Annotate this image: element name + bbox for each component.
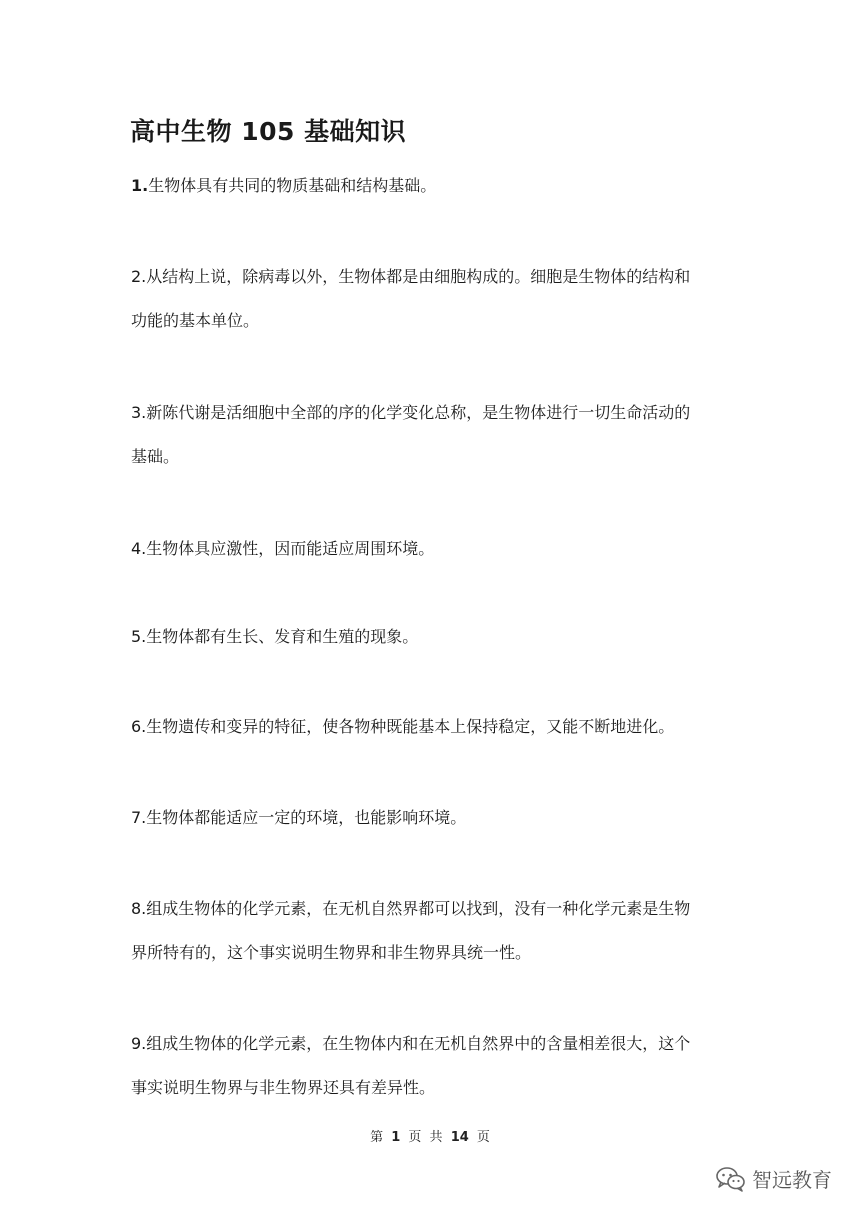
page-footer xyxy=(0,1126,860,1145)
item-text: 组成生物体的化学元素，在无机自然界都可以找到，没有一种化学元素是生物 xyxy=(146,899,691,918)
item-number: 7. xyxy=(131,808,147,827)
item-text: 生物体都能适应一定的环境，也能影响环境。 xyxy=(146,808,467,827)
footer-suffix: 页 xyxy=(476,1130,490,1145)
item-text-continued: 界所特有的，这个事实说明生物界和非生物界具统一性。 xyxy=(131,943,532,962)
item-number: 1. xyxy=(131,176,149,195)
item-number: 5. xyxy=(131,627,147,646)
list-item xyxy=(131,705,741,749)
item-text: 生物体具有共同的物质基础和结构基础。 xyxy=(148,176,437,195)
wechat-icon xyxy=(716,1166,746,1192)
watermark xyxy=(716,1164,832,1193)
item-text-continued: 事实说明生物界与非生物界还具有差异性。 xyxy=(131,1078,436,1097)
item-text: 生物体都有生长、发育和生殖的现象。 xyxy=(146,627,419,646)
item-text: 组成生物体的化学元素，在生物体内和在无机自然界中的含量相差很大，这个 xyxy=(146,1034,691,1053)
list-item xyxy=(131,615,741,659)
item-text: 生物体具应激性，因而能适应周围环境。 xyxy=(146,539,435,558)
item-number: 2. xyxy=(131,267,147,286)
item-text: 从结构上说，除病毒以外，生物体都是由细胞构成的。细胞是生物体的结构和 xyxy=(146,267,691,286)
item-number: 3. xyxy=(131,403,147,422)
footer-current-page: 1 xyxy=(391,1130,401,1145)
item-number: 4. xyxy=(131,539,147,558)
footer-total-pages: 14 xyxy=(450,1130,469,1145)
item-number: 8. xyxy=(131,899,147,918)
item-number: 9. xyxy=(131,1034,147,1053)
list-item xyxy=(131,164,741,208)
item-number: 6. xyxy=(131,717,147,736)
item-text: 新陈代谢是活细胞中全部的序的化学变化总称，是生物体进行一切生命活动的 xyxy=(146,403,691,422)
list-item xyxy=(131,391,741,479)
watermark-text: 智远教育 xyxy=(752,1168,832,1192)
footer-mid: 页 共 xyxy=(408,1130,443,1145)
list-item xyxy=(131,255,741,343)
list-item xyxy=(131,1022,741,1110)
list-item xyxy=(131,887,741,975)
item-text: 生物遗传和变异的特征，使各物种既能基本上保持稳定，又能不断地进化。 xyxy=(146,717,675,736)
item-text-continued: 功能的基本单位。 xyxy=(131,311,260,330)
list-item xyxy=(131,527,741,571)
footer-prefix: 第 xyxy=(370,1130,384,1145)
item-text-continued: 基础。 xyxy=(131,447,180,466)
page-title: 高中生物 105 基础知识 xyxy=(130,117,407,146)
list-item xyxy=(131,796,741,840)
